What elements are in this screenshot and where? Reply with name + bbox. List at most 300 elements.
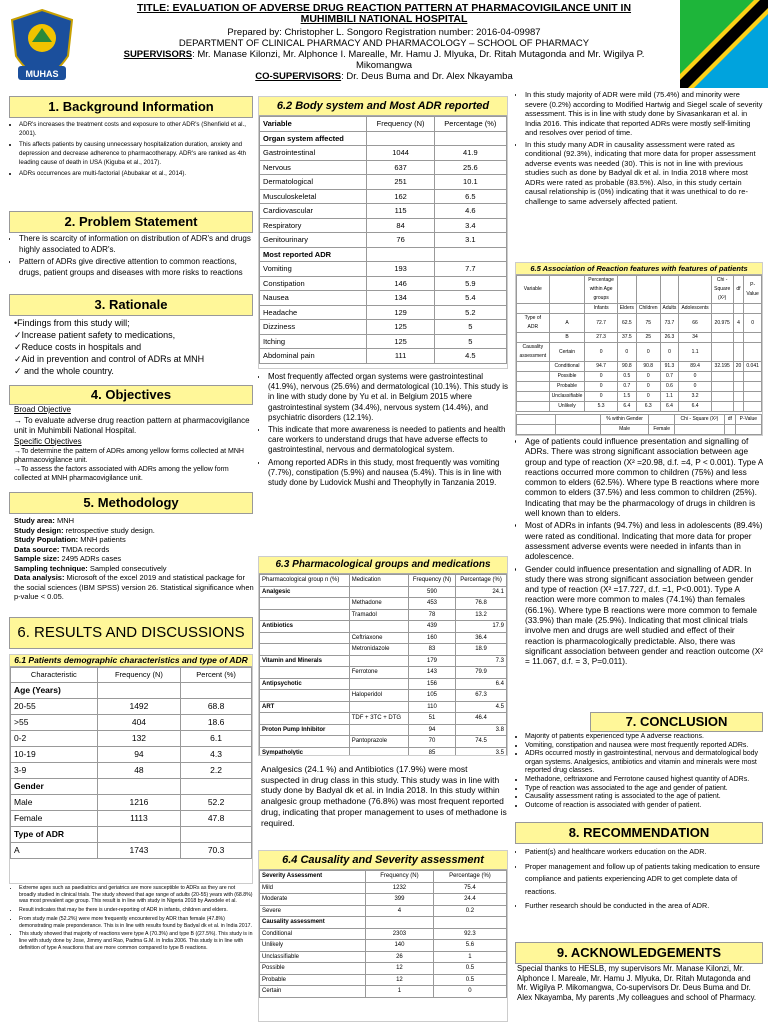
department: DEPARTMENT OF CLINICAL PHARMACY AND PHARMACOLOGY – SCHOOL OF PHARMACY [178,38,590,49]
table-cell: 1.5 [617,392,636,402]
table-cell: 52.2 [181,794,252,810]
table-cell: 13.2 [456,609,507,621]
table-cell: 125 [367,334,434,349]
age-association-table [516,275,762,412]
table-cell [660,276,679,304]
pharm-row [260,747,507,756]
tanzania-flag [680,0,768,88]
table-cell: Female [11,810,98,826]
background-title: 1. Background Information [9,96,253,118]
table-cell: 91.3 [660,362,679,372]
table-cell: 47.8 [181,810,252,826]
body-row [260,204,507,219]
table-cell: 0 [585,392,617,402]
table-cell [517,402,550,412]
method-item: Sample size: 2495 ADRs cases [14,554,122,563]
association-row [517,382,762,392]
discussion-item: • In this study majority of ADR were mild (75.4%) and minority were severe (0.2%) according to Modified Hartwig and Siegel scale of severity assessment. This is in line with study done by Sivasankaran et al. in India 2016. This indicate that reported ADRs were mostly self-limiting and resolves over period of time. [525,90,763,138]
table-cell: Male [600,425,649,435]
table-cell: 4.3 [181,746,252,762]
table-cell: 5.3 [585,402,617,412]
table-cell [260,609,350,621]
table-cell [260,736,350,748]
table-cell: 51 [408,713,455,725]
body-system-notes [258,372,508,552]
table-cell: Mild [260,882,366,894]
table-cell: Itching [260,334,367,349]
table-cell [260,690,350,702]
table-cell: Antipsychotic [260,678,350,690]
problem-body [9,234,253,292]
demo-row [11,682,252,698]
body-note: • Most frequently affected organ systems were gastrointestinal (41.9%), nervous (25.6%) and dermatological (10.1%). This study is in line with study done by Yu et al. in Belgium 2015 where gastrointestinal system (34.4%), nervous system (14.4%), and psychiatric disorders (12.1%). [268,372,508,423]
body-note: • This indicate that more awareness is needed to patients and health care workers to understand drugs that have adverse effects to gastrointestinal, nervous and dermatological system. [268,425,508,456]
table-cell: % within Gender [600,415,649,425]
gender-association-table [516,414,762,436]
table-cell: 32.195 [711,362,733,372]
problem-item: • Pattern of ADRs give directive attention to common reactions, drugs, patient groups and diseases with more risks to reactions [19,257,253,278]
causality-row [260,986,507,998]
table-cell [97,778,180,794]
table-cell: 73.7 [660,314,679,333]
table-cell: Gastrointestinal [260,146,367,161]
table-cell: Elders [617,304,636,314]
method-item: Study area: MNH [14,516,75,525]
table-cell: 78 [408,609,455,621]
table-cell: 70.3 [181,842,252,858]
association-row [517,276,762,304]
table-cell: 3.2 [679,392,711,402]
table-cell: 637 [367,160,434,175]
body-row [260,218,507,233]
table-cell: 26.3 [660,333,679,343]
association-section [515,262,763,436]
table-cell: Age (Years) [11,682,98,698]
supervisors-label: SUPERVISORS [123,49,193,60]
table-cell: 143 [408,667,455,679]
table-cell: 0.5 [433,974,506,986]
table-cell [735,425,761,435]
background-item: • ADR's increases the treatment costs and exposure to other ADR's (Shenfield et al., 2001). [19,120,253,138]
table-cell: 156 [408,678,455,690]
table-cell: 3.1 [434,233,506,248]
pharm-row [260,690,507,702]
body-row [260,160,507,175]
table-cell [679,276,711,304]
table-cell: 90.8 [636,362,660,372]
association-note: • Age of patients could influence presentation and signalling of ADRs. There was strong significant association between age group and type of reaction (X² =20.98, d.f. =4, P < 0.001). Type A reactions occurred more common to children (75%) and less common to elders (62.5%). Where type B reactions where more common to elders (37.5%) and less common to children (25%). Indicating that may be the pharmacology of drugs in children is well known than to elders. [525,436,763,518]
table-cell [744,304,762,314]
table-cell: 10-19 [11,746,98,762]
table-cell: 0-2 [11,730,98,746]
recommendation-title: 8. RECOMMENDATION [515,822,763,844]
rationale-item: ✓Reduce costs in hospitals and [14,342,142,352]
body-row [260,146,507,161]
table-cell [733,304,744,314]
table-cell: Certain [549,343,585,362]
causality-row [260,917,507,929]
table-cell [434,247,506,262]
table-cell: Methadone [349,598,408,610]
table-cell: Male [11,794,98,810]
acknowledgements-title: 9. ACKNOWLEDGEMENTS [515,942,763,964]
table-cell: 66 [679,314,711,333]
table-cell: 0 [636,382,660,392]
table-cell: 94 [408,724,455,736]
table-cell: 75.4 [433,882,506,894]
table-cell: Cardiovascular [260,204,367,219]
recommendation-item: • Proper management and follow up of patients taking medication to ensure compliance and patients experiencing ADR to get complete data of reactions. [525,861,763,899]
poster-title: TITLE: EVALUATION OF ADVERSE DRUG REACTION PATTERN AT PHARMACOVIGILANCE UNIT IN MUHIMBILI NATIONAL HOSPITAL [136,2,632,25]
causality-section [258,850,508,1022]
conclusion-item: • Majority of patients experienced type A adverse reactions. [525,733,763,742]
causality-discussion [515,90,763,258]
table-cell: Female [649,425,674,435]
demo-note: • This study showed that majority of reactions were type A (70.3%) and type B ((27.5%). This study is in line with study done by Jose, Jimmy and Rao, Padma G.M. in India 2006. This study is in line with definition of type A reactions that are more common compared to type B reactions. [19,931,253,951]
table-cell: 162 [367,189,434,204]
table-cell: 46.4 [456,713,507,725]
demographics-title: 6.1 Patients demographic characteristics and type of ADR [10,655,252,667]
table-cell: 10.1 [434,175,506,190]
table-cell [433,917,506,929]
table-cell [97,682,180,698]
table-cell: TDF + 3TC + DTG [349,713,408,725]
table-cell: 89.4 [679,362,711,372]
demo-note: • From study male (52.2%) were more frequently encountered by ADR than female (47.8%) demonstrating male preponderance. This is in line with results found by Badyal dk et al. in India 2017. [19,916,253,929]
table-cell: 5.2 [434,305,506,320]
table-cell [517,372,550,382]
table-cell: 72.7 [585,314,617,333]
table-cell: >55 [11,714,98,730]
table-cell [349,586,408,598]
table-cell: Type of ADR [517,314,550,333]
table-cell: 0 [433,986,506,998]
table-cell: Type of ADR [11,826,98,842]
method-item: Data source: TMDA records [14,544,110,554]
table-cell: Unlikely [260,940,366,952]
table-cell [367,247,434,262]
table-cell: 94 [97,746,180,762]
association-row [517,343,762,362]
table-cell: 68.8 [181,698,252,714]
table-cell [636,276,660,304]
table-cell: 92.3 [433,928,506,940]
table-cell: 1216 [97,794,180,810]
table-cell [434,131,506,146]
table-cell: 76.8 [456,598,507,610]
table-cell: Percentage within Age groups [585,276,617,304]
recommendation-body [515,846,763,938]
table-cell: Pantoprazole [349,736,408,748]
table-cell: Unclassifiable [260,951,366,963]
specific-objective: →To determine the pattern of ADRs among yellow forms collected at MNH pharmacovigilance unit. [14,448,244,464]
conclusion-body [515,733,763,819]
table-cell: 1 [366,986,434,998]
pharm-row [260,713,507,725]
table-cell [617,276,636,304]
table-cell: Moderate [260,894,366,906]
table-cell: 5.9 [434,276,506,291]
table-cell: 76 [367,233,434,248]
table-cell: 105 [408,690,455,702]
table-cell: 0 [636,372,660,382]
table-cell [349,678,408,690]
table-cell [97,826,180,842]
table-cell: Chi - Square (X²) [674,415,724,425]
pharm-row [260,667,507,679]
table-cell: 36.4 [456,632,507,644]
table-cell: Antibiotics [260,621,350,633]
table-cell: 74.5 [456,736,507,748]
problem-title: 2. Problem Statement [9,211,253,233]
table-cell: Proton Pump Inhibitor [260,724,350,736]
table-cell: 0.041 [744,362,762,372]
demo-row [11,746,252,762]
table-cell: 439 [408,621,455,633]
supervisors-names: : Mr. Manase Kilonzi, Mr. Alphonce I. Marealle, Mr. Hamu J. Mlyuka, Dr. Ritah Mutagonda and Mr. Wigilya P. Mikomangwa [192,49,645,71]
method-item: Sampling technique: Sampled consecutively [14,563,167,573]
causality-row [260,940,507,952]
table-cell [733,343,744,362]
association-row [517,333,762,343]
table-cell: 0 [617,343,636,362]
table-cell: 85 [408,747,455,756]
table-cell: 3.8 [456,724,507,736]
table-cell: 0 [636,392,660,402]
association-note: • Most of ADRs in infants (94.7%) and less in adolescents (89.4%) were rated as conditional. Indicating that more data for proper assessment adverse events were needed in infants than in adolescence. [525,520,763,561]
table-cell: 129 [367,305,434,320]
poster-header [0,0,768,92]
table-cell [549,304,585,314]
table-cell [367,131,434,146]
table-cell: Variable [517,276,550,304]
methodology-title: 5. Methodology [9,492,253,514]
table-cell [517,333,550,343]
table-cell: 0 [744,314,762,333]
table-cell: 25.6 [434,160,506,175]
cosupervisors-names: : Dr. Deus Buma and Dr. Alex Nkayamba [341,71,513,82]
objectives-body [14,405,254,489]
table-cell: Conditional [260,928,366,940]
demo-row [11,762,252,778]
table-cell: A [549,314,585,333]
table-cell [733,372,744,382]
table-cell: ART [260,701,350,713]
table-cell: 5.4 [434,291,506,306]
table-cell [260,632,350,644]
table-cell: Ceftriaxone [349,632,408,644]
demo-row [11,826,252,842]
table-cell: Conditional [549,362,585,372]
table-cell: 20.975 [711,314,733,333]
causality-row [260,894,507,906]
table-cell: 4 [366,905,434,917]
association-row [517,392,762,402]
specific-objective: →To assess the factors associated with ADRs among the yellow form collected at MNH pharmacovigilance unit. [14,466,229,482]
causality-row [260,951,507,963]
association-row [517,372,762,382]
conclusion-item: • Vomiting, constipation and nausea were most frequently reported ADRs. [525,742,763,751]
recommendation-item: • Further research should be conducted in the area of ADR. [525,900,763,913]
pharmacological-note: Analgesics (24.1 %) and Antibiotics (17.9%) were most suspected in drug class in this study. This study was in line with study done by Badyal dk et al. in India 2018. In this study within analgesic group methadone (76.8%) was most frequent reported drug, indicating that proper management to uses of methadone is required. [261,764,507,828]
logo-text: MUHAS [25,69,59,79]
table-cell: 41.9 [434,146,506,161]
table-cell: 37.5 [617,333,636,343]
table-cell: 4 [733,314,744,333]
table-cell: 0.5 [617,372,636,382]
cosupervisors-line [0,71,768,82]
table-cell [744,392,762,402]
conclusion-title: 7. CONCLUSION [590,712,763,732]
body-row [260,334,507,349]
table-cell: Sympatholytic [260,747,350,756]
table-cell [711,372,733,382]
table-cell: Most reported ADR [260,247,367,262]
table-cell: 2303 [366,928,434,940]
table-cell: 0 [660,343,679,362]
table-cell: Musculoskeletal [260,189,367,204]
table-cell: B [549,333,585,343]
table-cell: 62.5 [617,314,636,333]
table-cell: 18.9 [456,644,507,656]
table-cell: Dermatological [260,175,367,190]
table-cell [711,392,733,402]
table-cell [733,392,744,402]
table-cell: Abdominal pain [260,349,367,364]
demo-row [11,730,252,746]
table-cell: 0 [585,343,617,362]
table-cell: Certain [260,986,366,998]
specific-objectives-label: Specific Objectives [14,436,82,446]
table-cell [349,655,408,667]
demo-row [11,842,252,858]
broad-objective: → To evaluate adverse drug reaction pattern at pharmacovigilance unit in Muhimbili National Hospital. [14,415,250,435]
table-cell: 140 [366,940,434,952]
association-note: • Gender could influence presentation and signalling of ADR. In study there was strong significant association between gender and type of reaction (X² =17.727, d.f. =1, P<0.001). Type A reaction were more common to males (74.1%) than females (66.1%). Where type B reactions were more common to female (33.9%) than male (25.9%). Indicating that most clinical trials involve men and drugs are well studied and effect of their reaction is pharmacologically predictable. Also, there was significant association between gender and reaction outcome (X² = 11.067, d.f. = 3, P=0.011). [525,564,763,667]
conclusion-item: • Type of reaction was associated to the age and gender of patient. [525,785,763,794]
pharm-row [260,644,507,656]
table-cell: Tramadol [349,609,408,621]
body-row [260,131,507,146]
association-row [517,362,762,372]
table-cell [366,917,434,929]
table-cell [744,402,762,412]
table-cell: 75 [636,314,660,333]
table-cell: 179 [408,655,455,667]
table-cell: Unclassifiable [549,392,585,402]
background-body [9,120,253,210]
table-cell: Respiratory [260,218,367,233]
table-cell: Vitamin and Minerals [260,655,350,667]
table-cell: 5 [434,320,506,335]
body-system-title: 6.2 Body system and Most ADR reported [259,97,507,116]
pharm-row [260,724,507,736]
table-cell: 24.1 [456,586,507,598]
table-cell [711,304,733,314]
table-cell: 84 [367,218,434,233]
table-cell: 83 [408,644,455,656]
demo-row [11,778,252,794]
table-cell: Possible [549,372,585,382]
table-cell: 1 [433,951,506,963]
table-cell [517,415,556,425]
table-cell [711,343,733,362]
table-cell: 0.5 [433,963,506,975]
association-row [517,402,762,412]
demographics-notes [9,885,253,1021]
table-cell: Adolescents [679,304,711,314]
table-cell: 1.1 [660,392,679,402]
body-system-table: Variable Frequency (N) Percentage (%) Organ system affected Gastrointestinal 1044 41.9 Nervous 637 25.6 Dermatological 251 10.1 Musculoskeletal 162 6.5 Cardiovascular 115 4.6 Respiratory 84 3.4 Genitourinary 76 3.1 Most reported ADR Vomiting 193 7.7 Constipation 146 5.9 Nausea 134 5.4 Headache 129 5.2 Dizziness 125 5 Itching 125 5 Abdominal pain 111 4.5 [259,116,507,364]
demo-row [11,794,252,810]
table-cell [517,382,550,392]
table-cell [744,343,762,362]
rationale-item: ✓ and the whole country. [14,366,114,376]
rationale-title: 3. Rationale [9,294,253,316]
acknowledgements-text: Special thanks to HESLB, my supervisors Mr. Manase Kilonzi, Mr. Alphonce I. Mareale, Mr. Hamu J. Mlyuka, Dr. Ritah Mutagonda and Mr. Wigilya P. Mikomangwa, Co-supervisors Dr. Deus Buma and Dr. Alex Nkayamba, My parents ,My colleagues and school of Pharmacy. [517,964,757,1002]
methodology-body [14,516,254,611]
table-cell: Severe [260,905,366,917]
body-note: • Among reported ADRs in this study, most frequently was vomiting (7.7%), constipation (5.9%) and nausea (5.4%). This is in line with study done by Ludovick Mushi and Theophylly in Tanzania 2019. [268,458,508,489]
broad-objective-label: Broad Objective [14,405,71,414]
table-cell: 7.7 [434,262,506,277]
table-cell [181,778,252,794]
body-row [260,262,507,277]
table-cell: Metronidazole [349,644,408,656]
cosupervisors-label: CO-SUPERVISORS [255,71,342,82]
table-cell: 1743 [97,842,180,858]
causality-row [260,963,507,975]
table-cell [260,713,350,725]
recommendation-item: • Patient(s) and healthcare workers education on the ADR. [525,846,763,859]
pharm-row [260,598,507,610]
table-cell: Chi - Square (X²) [711,276,733,304]
table-cell [674,425,724,435]
table-cell: 26 [366,951,434,963]
causality-title: 6.4 Causality and Severity assessment [259,851,507,870]
prepared-by: Prepared by: Christopher L. Songoro Registration number: 2016-04-09987 [227,27,541,38]
table-cell: 0.6 [660,382,679,392]
table-cell: 0.7 [617,382,636,392]
conclusion-item: • ADRs occurred mostly in gastrointestinal, nervous and dermatological body organ systems. Analgesics, antibiotics and vitamin and minerals were most reported drug classes. [525,750,763,776]
table-cell: 590 [408,586,455,598]
table-cell: 5.6 [433,940,506,952]
table-cell [349,621,408,633]
pharm-row [260,621,507,633]
table-cell [649,415,674,425]
table-cell: 2.2 [181,762,252,778]
pharmacological-section [258,556,508,756]
table-cell: 0.7 [660,372,679,382]
table-cell: Causality assessment [517,343,550,362]
pharm-row [260,655,507,667]
body-row [260,276,507,291]
table-cell [711,382,733,392]
table-cell: P-Value [744,276,762,304]
table-cell: 1113 [97,810,180,826]
table-cell: Nervous [260,160,367,175]
method-item: Study design: retrospective study design. [14,525,155,535]
table-cell: Possible [260,963,366,975]
table-cell: 90.8 [617,362,636,372]
table-cell: 1232 [366,882,434,894]
demographics-section [9,654,253,884]
table-cell: Vomiting [260,262,367,277]
table-cell: 12 [366,974,434,986]
table-cell [260,644,350,656]
table-cell [349,724,408,736]
table-cell [724,425,735,435]
